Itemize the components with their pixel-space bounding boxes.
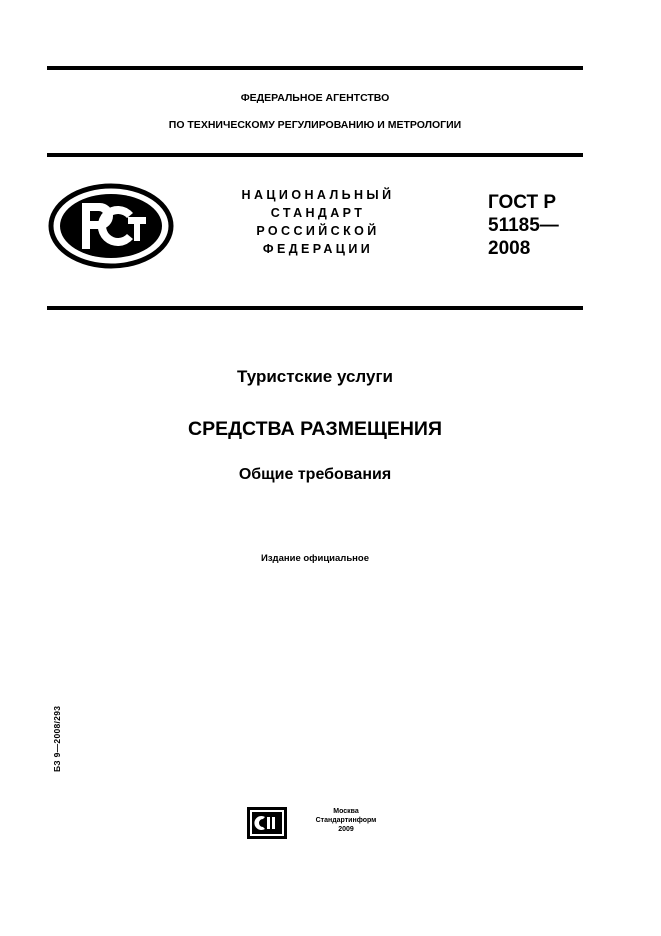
top-rule bbox=[47, 66, 583, 70]
side-code: БЗ 9—2008/293 bbox=[52, 705, 62, 772]
emblem-rule bbox=[47, 306, 583, 310]
standard-type-line: РОССИЙСКОЙ bbox=[256, 224, 380, 238]
standard-type-line: НАЦИОНАЛЬНЫЙ bbox=[241, 188, 395, 202]
standard-type-line: СТАНДАРТ bbox=[270, 206, 366, 220]
agency-line-1: ФЕДЕРАЛЬНОЕ АГЕНТСТВО bbox=[240, 92, 390, 104]
document-category: Туристские услуги bbox=[237, 367, 393, 386]
standard-type bbox=[218, 186, 418, 258]
publisher-info bbox=[296, 807, 396, 834]
header-rule bbox=[47, 153, 583, 157]
standard-code-line: 2008 bbox=[488, 238, 531, 259]
standartinform-logo-icon bbox=[246, 806, 288, 840]
standard-code-line: 51185— bbox=[488, 215, 559, 236]
publisher-city: Москва bbox=[333, 808, 359, 815]
document-subtitle: Общие требования bbox=[238, 466, 392, 483]
publisher-name: Стандартинформ bbox=[315, 817, 377, 824]
publisher-year: 2009 bbox=[338, 826, 354, 833]
standard-code-line: ГОСТ Р bbox=[488, 192, 557, 213]
gost-r-emblem-icon bbox=[48, 183, 174, 269]
document-title: СРЕДСТВА РАЗМЕЩЕНИЯ bbox=[188, 418, 442, 440]
standard-code bbox=[488, 191, 559, 260]
edition-note: Издание официальное bbox=[261, 553, 369, 564]
standard-type-line: ФЕДЕРАЦИИ bbox=[262, 242, 374, 256]
agency-line-2: ПО ТЕХНИЧЕСКОМУ РЕГУЛИРОВАНИЮ И МЕТРОЛОГИИ bbox=[168, 119, 462, 131]
